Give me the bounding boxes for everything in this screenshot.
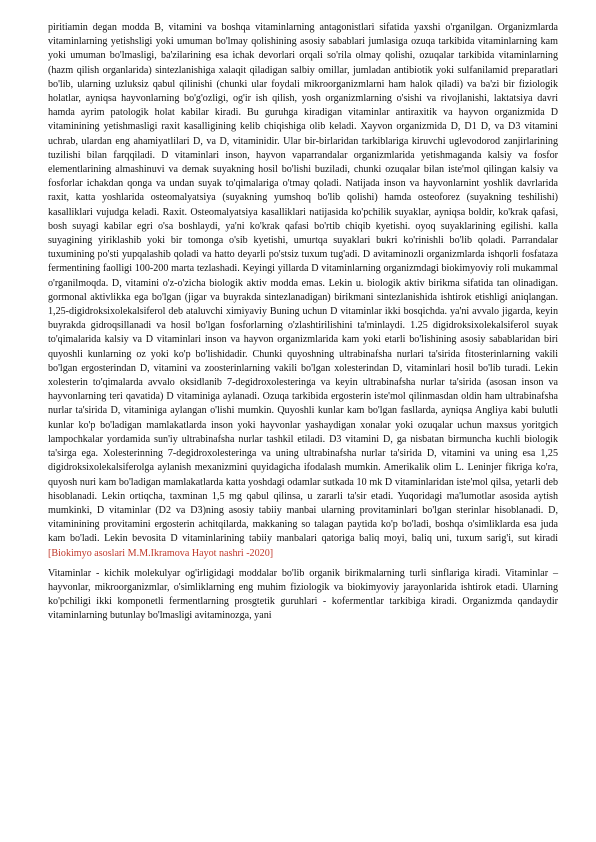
- paragraph-text: piritiamin degan modda B, vitamini va boshqa vitaminlarning antagonistlari sifatida yaxshi o'rganilgan. Organizmlarda vitaminlarning yetishsligi yoki umuman bo'lmay qolishining asosiy sabablari jumlasiga ozuqa tarkibida vitaminlarning kam yoki umuman bo'lmasligi, ba'zilarining esa ichak devorlari orqali so'rila olmay qolishi, ozuqalar tarkibida vitaminlarning (hazm qilish organlarida) sintezlanishiga xalaqit qiladigan salbiy omillar, jumladan antibiotik yoki sulfanilamid preparatlari bo'lib, ularning uzluksiz qabul qilinishi (chunki ular foydali mikroorganizmlarni ham halok qiladi) va ba'zi bir fiziologik holatlar, ayniqsa hayvonlarning bo'g'ozligi, og'ir ish qilish, yosh organizmlarning o'sishi va rivojlanishi, laktatsiya davri hamda ayrim patologik holat kabilar kiradi. Bu guruhga kiradigan vitaminlar antiraxitik va hayvon organizmida D vitaminining yetishmasligi raxit kasalligining kelib chiqishiga olib keladi. Xayvon organizmida D, D1 D, va D3 vitamini uchrab, ulardan eng ahamiyatlilari D, va D, vitaminidir. Ular bir-birlaridan tarkiblariga kiruvchi uglevodorod zanjirlarining tuzilishi bilan farqqiladi. D vitaminlari inson, hayvon vaparrandalar organizmlarida yetishmaganda kalsiy va fosfor elementlarining almashinuvi va demak suyakning hosil bo'lishi buziladi, chunki ozuqalar bilan iste'mol qilingan kalsiy va fosforlar ichakdan qonga va undan suyak to'qimalariga o'tmay qoladi. Natijada inson va hayvonlarnint yoshlik davrlarida raxit, katta yoshlarida osteomalyatsiya (suyakning yumshoq bo'lib qolishi) hamda osteoforez (suyakning teshilishi) kasalliklari vujudga keladi. Raxit. Osteomalyatsiya kasalliklari natijasida ko'pchilik suyaklar, ayniqsa boldir, ko'krak qafasi, bosh suyagi kabilar egri o'sa boshlaydi, ya'ni ko'krak qafasi bo'rtib chiqib kyetishi. oyoq suyaklarining egilishi. kalla suyagining yiriklashib yoki bir tomonga o'sib kyetishi, umurtqa suyaklari bukri ko'rinishli bo'lib qoladi. Parrandalar tuxumining po'sti yupqalashib qoladi va hatto deyarli po'stsiz tuxum tug'adi. D avitaminozli organizmlarda ishqorli fosfataza fermentining faolligi 100-200 marta tezlashadi. Keyingi yillarda D vitaminlarning organizmdagi biokimyoviy roli mukammal o'rganilmoqda. D, vitamini o'z-o'zicha biologik aktiv modda emas. Lekin u. biologik aktiv birikma sifatida tan olinadigan. gormonal aktivlikka ega bo'lgan (jigar va buyrakda sintezlanadigan) birikmani sintezlanishida ishtirok etishligi aniqlangan. 1,25-digidroksixolekalsiferol deb ataluvchi ximiyaviy Buning uchun D vitaminlar ikki bosqichda. ya'ni avvalo jigarda, keyin buyrakda gidroqsillanadi va hosil bo'lgan fosforlarning o'zlashtirilishini ta'minlaydi. 1.25 digidroksixolekalsiferol suyak to'qimalarida kalsiy va D vitaminlari inson va hayvon organizmlarida kam yoki etarli bo'lishining asosiy sabablaridan biri quyoshli kunlarning oz yoki ko'p bo'lishidadir. Chunki quyoshning ultrabinafsha nurlari ta'sirida fitosterinlarning vakili bo'lgan ergosterindan D, vitamini va zoosterinlarning vakili bo'lgan xolesterindan D, vitaminlari hosil bo'lib turadi. Lekin xolesterin to'qimalarda avvalo oksidlanib 7-degidroxolesteringa va keyin ultrabinafsha nurlar ta'sirida (asosan inson va hayvonlarning teri qavatida) D vitaminiga aylanadi. Ozuqa tarkibida ergosterin iste'mol qilinmasdan oldin ham ultrabinafsha nurlar ta'sirida D, vitaminiga aylangan o'lishi mumkin. Quyoshli kunlar kam bo'lgan fasllarda, ayniqsa Angliya kabi bulutli kunlar ko'p bo'ladigan mamlakatlarda inson yoki hayvonlar yashaydigan xonalar yoki ozuqalar uchun maxsus yoritgich lampochkalar yordamida sun'iy ultrabinafsha nurlar tashkil etiladi. D3 vitamini D, ga nisbatan birmuncha kuchli biologik ta'sirga ega. Xolesterinning 7-degidroxolesteringa va uning ultrabinafsha nurlar ta'sirida D, vitamini va uning esa 1,25 digidroksixolekalsiferolga aylanish mexanizmini quyidagicha ifodalash mumkin. Amerikalik olim L. Leninjer fikriga ko'ra, quyosh nuri kam bo'ladigan mamlakatlarda katta yoshdagi odamlar sutkada 10 mk D vitaminlaridan iste'mol qilsa, yetarli deb hisoblanadi. Lekin ortiqcha, taxminan 1,5 mg qabul qilinsa, u zararli ta'sir etadi. Yuqoridagi ma'lumotlar asosida aytish mumkinki, D vitaminlar (D2 va D3)ning asosiy tabiiy manbai ularning provitaminlari bo'lgan sterinlar hisoblanadi. D, vitaminining provitamini ergosterin achitqilarda, makkaning so talagan paytida ko'p bo'ladi, boshqa o'simliklarda esa juda kam bo'ladi. Lekin bevosita D vitaminlarining tabiiy manbalari qatoriga baliq moyi, baliq uni, tuxum sarig'i, sut kiradi: [48, 22, 558, 545]
- document-page: [48, 21, 558, 624]
- body-paragraph: [48, 21, 558, 561]
- source-citation: [Biokimyo asoslari M.M.Ikramova Hayot nashri -2020]: [48, 547, 274, 559]
- body-paragraph: [48, 567, 558, 624]
- paragraph-text: Vitaminlar - kichik molekulyar og'irligidagi moddalar bo'lib organik birikmalarning turli sinflariga kiradi. Vitaminlar – hayvonlar, mikroorganizmlar, o'simliklarning eng muhim fiziologik va biokimyoviy jarayonlarida ishtirok etadi. Ularning ko'pchiligi ikki komponetli fermentlarning prosgtetik guruhlari - kofermentlar tarkibiga kiradi. Organizmda qandaydir vitaminlarning butunlay bo'lmasligi avitaminozga, yani: [48, 567, 558, 622]
